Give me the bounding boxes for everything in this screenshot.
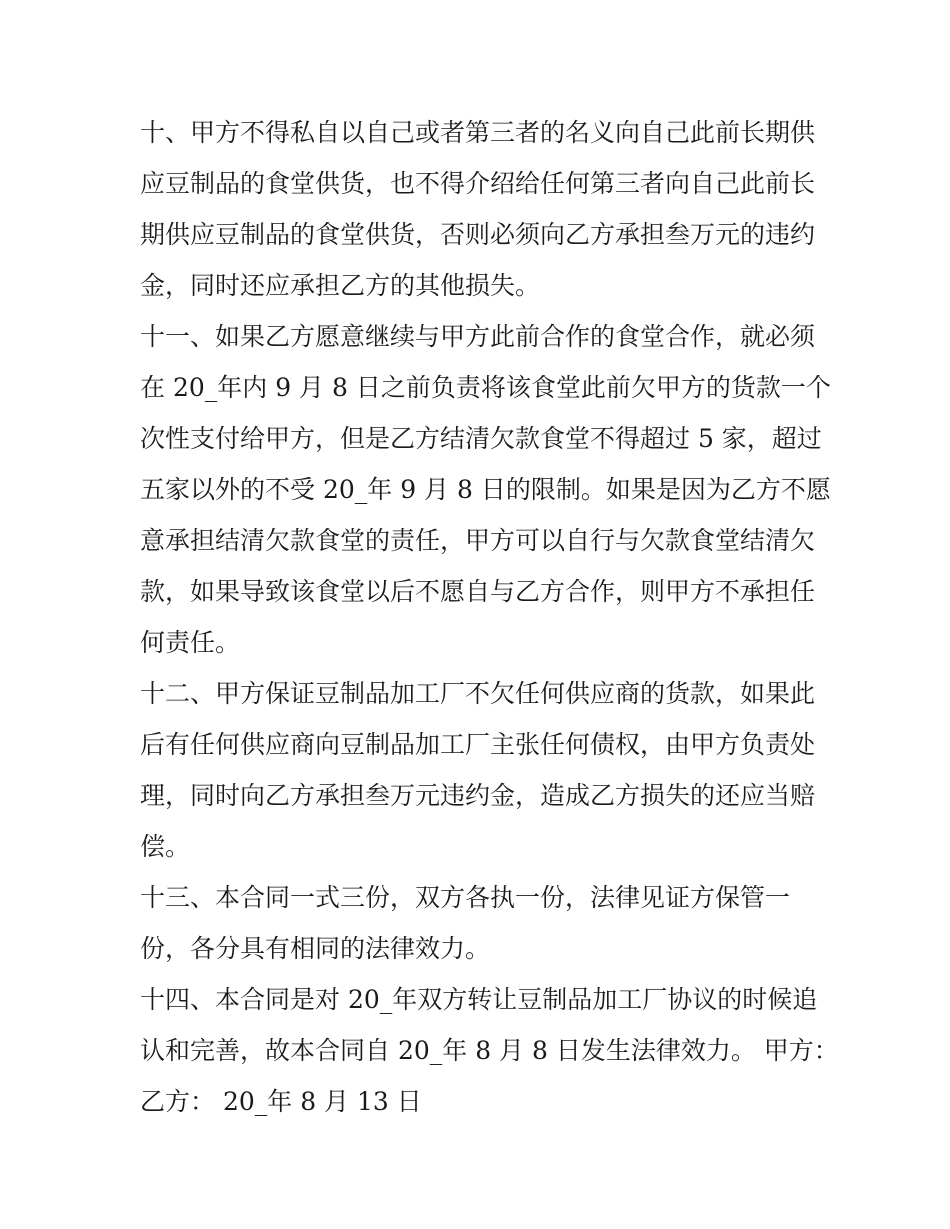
document-page xyxy=(140,107,839,1127)
text-line: 认和完善，故本合同自 20_年 8 月 8 日发生法律效力。 甲方： xyxy=(140,1036,839,1065)
text-line: 份，各分具有相同的法律效力。 xyxy=(140,934,491,963)
clause-10-paragraph xyxy=(140,107,816,311)
text-line: 应豆制品的食堂供货，也不得介绍给任何第三者向自己此前长 xyxy=(140,169,816,198)
text-line: 意承担结清欠款食堂的责任，甲方可以自行与欠款食堂结清欠 xyxy=(140,526,816,555)
text-line: 次性支付给甲方，但是乙方结清欠款食堂不得超过 5 家，超过 xyxy=(140,424,822,453)
text-line: 五家以外的不受 20_年 9 月 8 日的限制。如果是因为乙方不愿 xyxy=(140,475,831,504)
text-line: 十、甲方不得私自以自己或者第三者的名义向自己此前长期供 xyxy=(140,118,816,147)
text-line: 十一、如果乙方愿意继续与甲方此前合作的食堂合作，就必须 xyxy=(140,322,816,351)
clause-13-paragraph xyxy=(140,872,812,974)
text-line: 在 20_年内 9 月 8 日之前负责将该食堂此前欠甲方的货款一个 xyxy=(140,373,831,402)
text-line: 偿。 xyxy=(140,832,191,861)
clause-11-paragraph xyxy=(140,311,831,668)
text-line: 十三、本合同一式三份，双方各执一份，法律见证方保管一 xyxy=(140,883,791,912)
text-line: 何责任。 xyxy=(140,628,241,657)
text-line: 后有任何供应商向豆制品加工厂主张任何债权，由甲方负责处 xyxy=(140,730,816,759)
clause-14-paragraph xyxy=(140,974,839,1127)
text-line: 十二、甲方保证豆制品加工厂不欠任何供应商的货款，如果此 xyxy=(140,679,816,708)
text-line: 款，如果导致该食堂以后不愿自与乙方合作，则甲方不承担任 xyxy=(140,577,816,606)
text-line: 金，同时还应承担乙方的其他损失。 xyxy=(140,271,541,300)
text-line: 十四、本合同是对 20_年双方转让豆制品加工厂协议的时候追 xyxy=(140,985,818,1014)
signature-date-line: 乙方： 20_年 8 月 13 日 xyxy=(140,1087,422,1116)
text-line: 期供应豆制品的食堂供货，否则必须向乙方承担叁万元的违约 xyxy=(140,220,816,249)
text-line: 理，同时向乙方承担叁万元违约金，造成乙方损失的还应当赔 xyxy=(140,781,816,810)
clause-12-paragraph xyxy=(140,668,816,872)
